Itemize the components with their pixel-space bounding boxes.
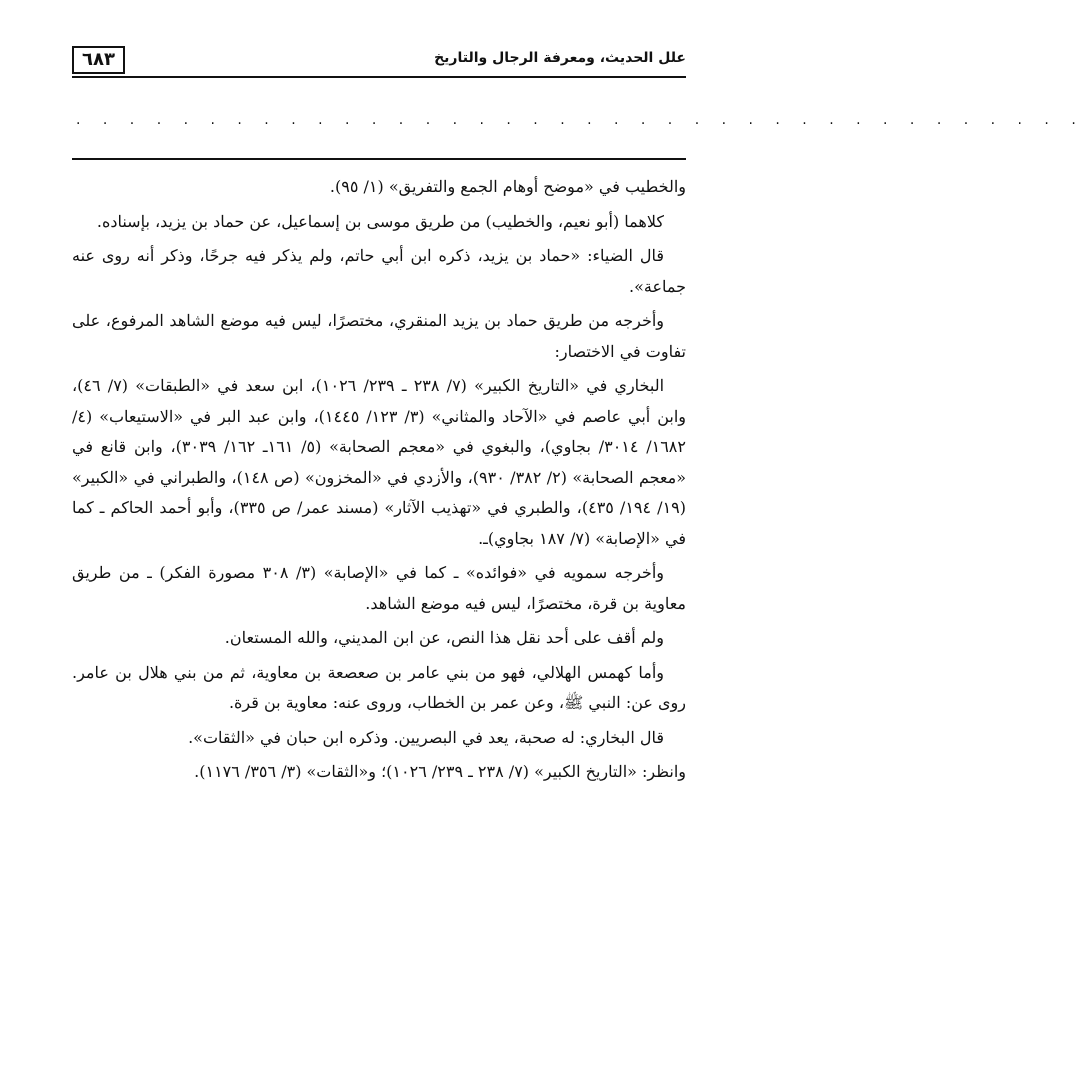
footnote-paragraph: ولم أقف على أحد نقل هذا النص، عن ابن المديني، والله المستعان. (224, 628, 664, 647)
footnote-rule (72, 158, 686, 160)
page-number: ٦٨٣ (72, 46, 125, 74)
page-header (72, 46, 686, 78)
footnote-paragraph: وأما كهمس الهلالي، فهو من بني عامر بن صعصعة بن معاوية، ثم من بني هلال بن عامر. روى عن: النبي ﷺ، وعن عمر بن الخطاب، وروى عنه: معاوية بن قرة. (72, 662, 686, 712)
dotted-separator: . . . . . . . . . . . . . . . . . . . . . . . . . . . . . . . . . . . . . . (76, 112, 1085, 128)
running-title: علل الحديث، ومعرفة الرجال والتاريخ (434, 50, 686, 66)
footnote-paragraph: كلاهما (أبو نعيم، والخطيب) من طريق موسى بن إسماعيل، عن حماد بن يزيد، بإسناده. (96, 211, 664, 231)
footnote-paragraph: وأخرجه من طريق حماد بن يزيد المنقري، مختصرًا، ليس فيه موضع الشاهد المرفوع، على تفاوت في الاختصار: (72, 311, 686, 361)
footnotes-body (72, 172, 686, 792)
footnote-paragraph: وأخرجه سمويه في «فوائده» ـ كما في «الإصابة» (٣/ ٣٠٨ مصورة الفكر) ـ من طريق معاوية بن قرة، مختصرًا، ليس فيه موضع الشاهد. (72, 563, 686, 613)
footnote-paragraph: قال الضياء: «حماد بن يزيد، ذكره ابن أبي حاتم، ولم يذكر فيه جرحًا، وذكر أنه روى عنه جماعة». (72, 246, 686, 296)
footnote-paragraph: البخاري في «التاريخ الكبير» (٧/ ٢٣٨ ـ ٢٣٩/ ١٠٢٦)، ابن سعد في «الطبقات» (٧/ ٤٦)، وابن أبي عاصم في «الآحاد والمثاني» (٣/ ١٢٣/ ١٤٤٥)، وابن عبد البر في «الاستيعاب» (٤/ ١٦٨٢/ ٣٠١٤/ بجاوي)، والبغوي في «معجم الصحابة» (٥/ ١٦١ـ ١٦٢/ ٣٠٣٩)، وابن قانع في «معجم الصحابة» (٢/ ٣٨٢/ ٩٣٠)، والأزدي في «المخزون» (ص ١٤٨)، والطبراني في «الكبير» (١٩/ ١٩٤/ ٤٣٥)، والطبري في «تهذيب الآثار» (مسند عمر/ ص ٣٣٥)، وأبو أحمد الحاكم ـ كما في «الإصابة» (٧/ ١٨٧ بجاوي)ـ. (72, 376, 687, 548)
footnote-paragraph: والخطيب في «موضح أوهام الجمع والتفريق» (١/ ٩٥). (329, 177, 686, 196)
footnote-paragraph: قال البخاري: له صحبة، يعد في البصريين. وذكره ابن حبان في «الثقات». (188, 727, 664, 747)
footnote-paragraph: وانظر: «التاريخ الكبير» (٧/ ٢٣٨ ـ ٢٣٩/ ١٠٢٦)؛ و«الثقات» (٣/ ٣٥٦/ ١١٧٦). (194, 762, 686, 781)
